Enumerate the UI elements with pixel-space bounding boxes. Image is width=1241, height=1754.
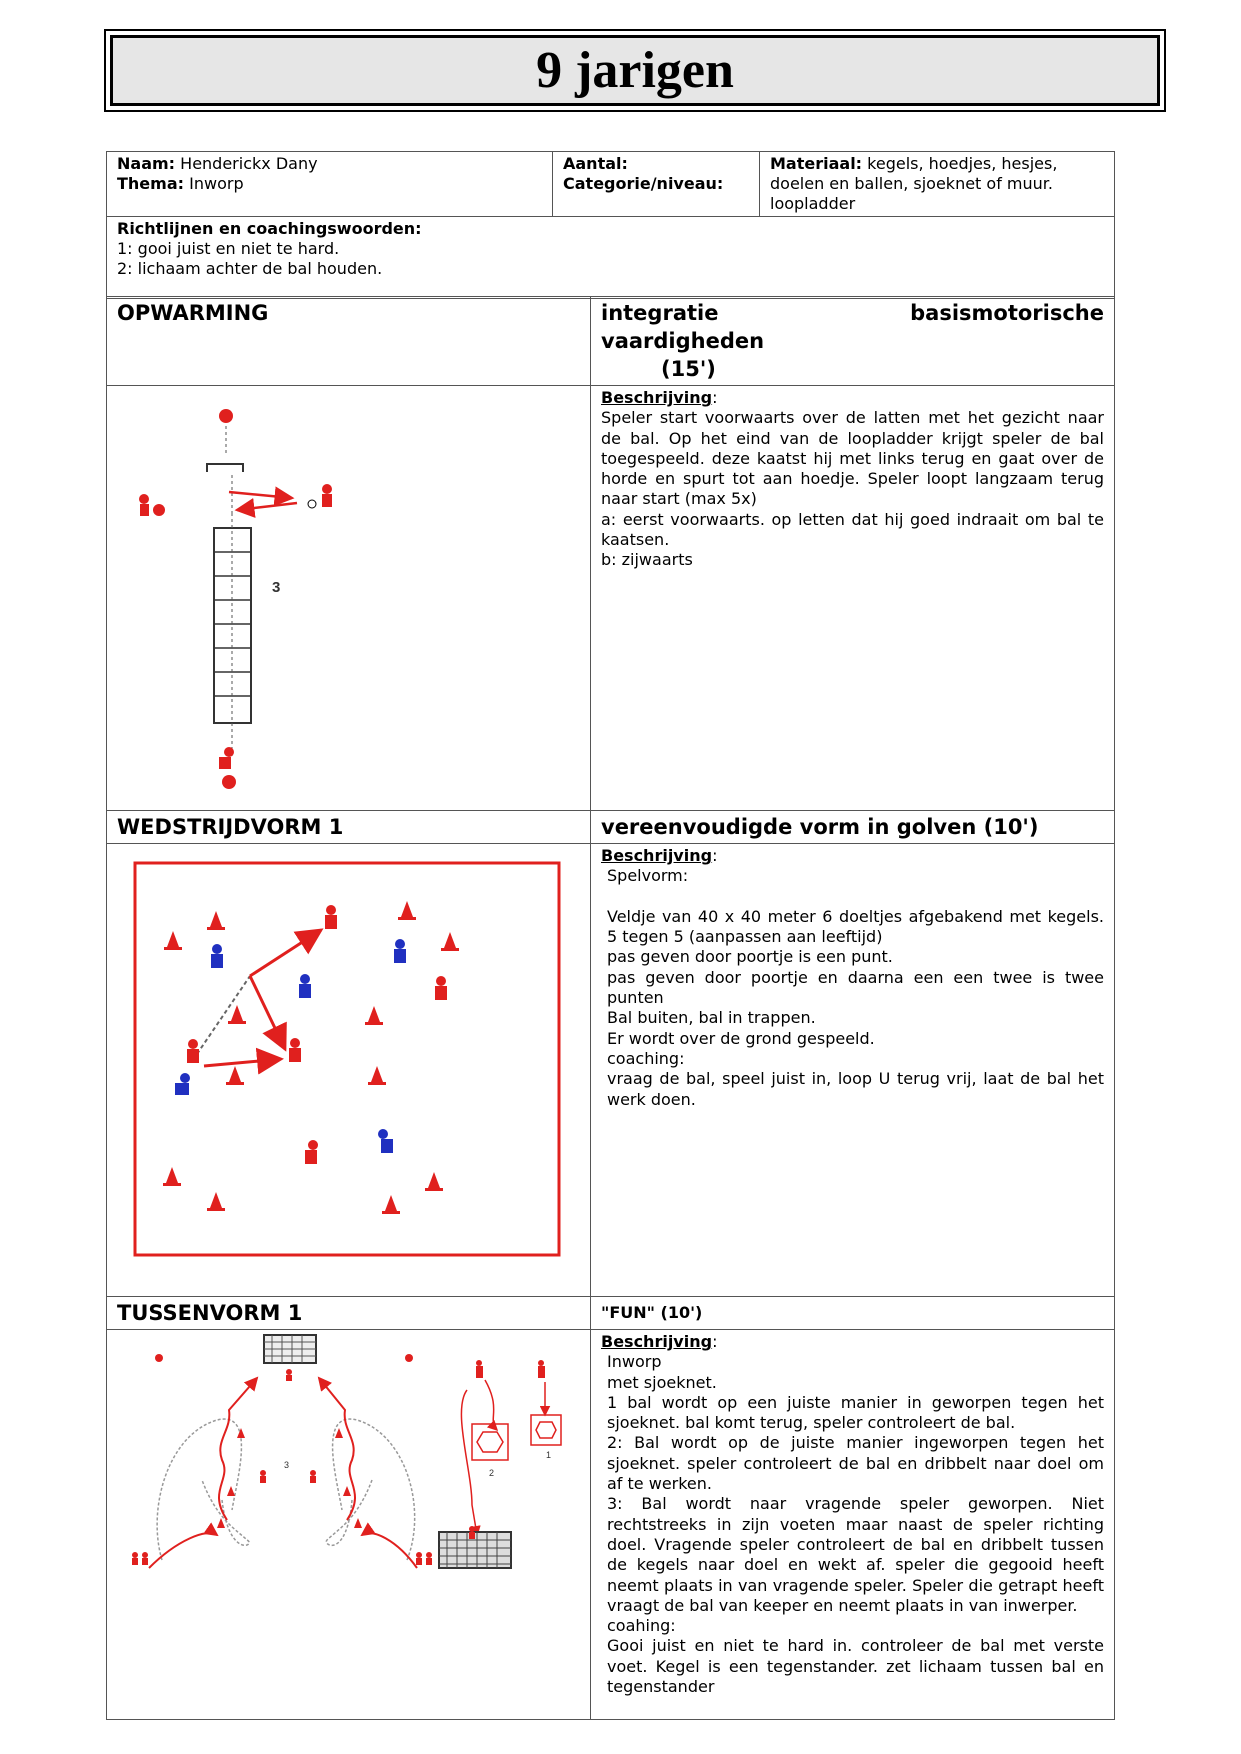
pass-arrow: [204, 1059, 281, 1066]
description-line: a: eerst voorwaarts. op letten dat hij goed indraait om bal te kaatsen.: [601, 509, 1104, 550]
materiaal-label: Materiaal:: [770, 154, 863, 173]
categorie-label: Categorie/niveau:: [563, 174, 724, 193]
description-line: Inworp: [607, 1352, 662, 1372]
description-tussenvorm: Beschrijving: Inworp met sjoeknet. 1 bal wordt op een juiste manier in geworpen tegen het sjoeknet. bal komt terug, speler controleert de bal. 2: Bal wordt op de juiste manier ingeworpen tegen het sjoeknet. speler controleert de bal en dribbelt naar doel om af te werken. 3: Bal wordt naar vragende speler geworpen. Niet rechtstreeks in zijn voeten maar naast de speler richting doel. Vragende speler controleert de bal en dribbelt tussen de kegels naar doel en wekt af. speler die gegooid heeft neemt plaats in van vragende speler. Speler die getrapt heeft vraagt de bal van keeper en neemt plaats in van inwerper. coahing: Gooi juist en niet te hard in. controleer de bal met verste voet. Kegel is een tegenstander. zet lichaam tussen bal en tegenstander: [591, 1330, 1115, 1720]
tussenvorm-diagram: [107, 1330, 591, 1719]
richtlijnen-label: Richtlijnen en coachingswoorden:: [117, 219, 422, 238]
run-path: [157, 1419, 241, 1560]
aantal-cell: [553, 152, 760, 217]
dribble-arrow: [219, 1378, 257, 1520]
player-red: [260, 1470, 266, 1483]
info-table: [106, 151, 1115, 299]
section-title: OPWARMING: [107, 297, 591, 386]
player-blue: [394, 939, 406, 963]
pass-arrow: [237, 503, 297, 510]
naam-label: Naam:: [117, 154, 176, 173]
cone-marker: [219, 409, 233, 423]
section-subtitle-text: integratie basismotorische vaardigheden: [601, 301, 1104, 353]
player-blue: [378, 1129, 393, 1153]
section-subtitle: [591, 297, 1115, 386]
sections-table: [106, 296, 1115, 1720]
player-red: [469, 1526, 475, 1539]
cone-marker: [405, 1354, 413, 1362]
diagram-label: 2: [489, 1468, 495, 1478]
page-title: 9 jarigen: [536, 42, 734, 99]
description-label: Beschrijving: [601, 388, 713, 407]
description-line: Speler start voorwaarts over de latten met het gezicht naar de bal. Op het eind van de loopladder krijgt speler de bal toegespeeld. deze kaatst hij met links terug en gaat over de horde en spurt tot aan hoedje. Speler loopt langzaam terug naar start (max 5x): [601, 408, 1104, 509]
hurdle: [207, 464, 243, 472]
diagram-label: 3: [284, 1460, 290, 1470]
description-line: 2: Bal wordt op de juiste manier ingeworpen tegen het sjoeknet. speler controleert de bal en dribbelt naar doel om af te werken.: [607, 1433, 1104, 1494]
run-path: [333, 1419, 415, 1560]
pass-arrow: [250, 930, 321, 976]
cone-marker: [155, 1354, 163, 1362]
description-line: pas geven door poortje is een punt.: [607, 947, 893, 967]
title-box: [110, 35, 1160, 106]
player-red: [142, 1552, 148, 1565]
description-line: vraag de bal, speel juist in, loop U terug vrij, laat de bal het werk doen.: [607, 1069, 1104, 1109]
player-red: [132, 1552, 138, 1565]
pass-arrow: [485, 1380, 497, 1430]
description-line: Veldje van 40 x 40 meter 6 doeltjes afgebakend met kegels. 5 tegen 5 (aanpassen aan leeftijd): [607, 906, 1104, 947]
description-opwarming: Beschrijving: Speler start voorwaarts over de latten met het gezicht naar de bal. Op het eind van de loopladder krijgt speler de bal toegespeeld. deze kaatst hij met links terug en gaat over de horde en spurt tot aan hoedje. Speler loopt langzaam terug naar start (max 5x) a: eerst voorwaarts. op letten dat hij goed indraait om bal te kaatsen. b: zijwaarts: [591, 386, 1115, 811]
wedstrijdvorm-diagram: [107, 844, 591, 1296]
goal: [264, 1335, 316, 1363]
thema-value: Inworp: [189, 174, 244, 193]
description-line: met sjoeknet.: [607, 1372, 717, 1392]
richtlijnen-cell: [107, 217, 1115, 299]
player-red: [308, 484, 332, 508]
materiaal-value: kegels, hoedjes, hesjes, doelen en ballen, sjoeknet of muur. loopladder: [770, 154, 1058, 213]
opwarming-diagram: [107, 386, 591, 810]
run-path: [197, 976, 250, 1054]
thema-label: Thema:: [117, 174, 185, 193]
section-title: TUSSENVORM 1: [107, 1297, 591, 1330]
description-line: Er wordt over de grond gespeeld.: [607, 1028, 875, 1048]
naam-thema-cell: [107, 152, 553, 217]
player-blue: [175, 1073, 190, 1095]
description-label: Beschrijving: [601, 1332, 713, 1351]
run-path: [326, 1480, 372, 1545]
description-line: pas geven door poortje en daarna een een twee is twee punten: [607, 967, 1104, 1008]
cones: [217, 1428, 362, 1528]
richtlijnen-item: 1: gooi juist en niet te hard.: [117, 239, 340, 258]
player-red: [426, 1552, 432, 1565]
player-red: [416, 1552, 422, 1565]
cones: [163, 901, 459, 1214]
pass-arrow: [229, 492, 292, 498]
pass-arrow: [250, 976, 285, 1049]
player-red: [286, 1369, 292, 1381]
diagram-tussenvorm: [107, 1330, 591, 1720]
player-red: [139, 494, 165, 516]
player-red: [435, 976, 447, 1000]
player-red: [305, 1140, 318, 1164]
description-wedstrijdvorm: Beschrijving: Spelvorm: Veldje van 40 x 40 meter 6 doeltjes afgebakend met kegels. 5 tegen 5 (aanpassen aan leeftijd) pas geven door poortje is een punt. pas geven door poortje en daarna een een twee is twee punten Bal buiten, bal in trappen. Er wordt over de grond gespeeld. coaching: vraag de bal, speel juist in, loop U terug vrij, laat de bal het werk doen.: [591, 844, 1115, 1297]
aantal-label: Aantal:: [563, 154, 628, 173]
description-line: Gooi juist en niet te hard in. controleer de bal met verste voet. Kegel is een tegenstander. zet lichaam tussen bal en tegenstander: [607, 1636, 1104, 1697]
description-line: 3: Bal wordt naar vragende speler geworpen. Niet rechtstreeks in zijn voeten maar naast de speler richting doel. Vragende speler controleert de bal en dribbelt tussen de kegels naar doel en wekt af. speler die gegooid heeft neemt plaats in van vragende speler. Speler die getrapt heeft vraagt de bal van keeper en neemt plaats in van inwerper.: [607, 1494, 1104, 1615]
materiaal-cell: [760, 152, 1115, 217]
diagram-label: 1: [546, 1450, 552, 1460]
description-line: coahing:: [607, 1616, 676, 1636]
pass-arrow: [149, 1533, 217, 1568]
player-red: [325, 905, 337, 929]
player-red: [289, 1038, 301, 1062]
player-red: [538, 1360, 545, 1378]
diagram-wedstrijdvorm: [107, 844, 591, 1297]
description-line: Bal buiten, bal in trappen.: [607, 1008, 816, 1028]
section-subtitle: vereenvoudigde vorm in golven (10'): [591, 811, 1115, 844]
section-subtitle: "FUN" (10'): [591, 1297, 1115, 1330]
description-line: coaching:: [607, 1048, 685, 1068]
sjoeknet: [536, 1422, 556, 1438]
player-blue: [299, 974, 311, 998]
description-line: b: zijwaarts: [601, 550, 693, 570]
description-line: Spelvorm:: [607, 866, 689, 886]
description-line: 1 bal wordt op een juiste manier in geworpen tegen het sjoeknet. bal komt terug, speler controleert de bal.: [607, 1392, 1104, 1433]
description-label: Beschrijving: [601, 846, 713, 865]
player-red: [187, 1039, 199, 1063]
dribble-arrow: [319, 1378, 355, 1520]
player-red: [219, 747, 236, 789]
player-blue: [211, 944, 223, 968]
richtlijnen-item: 2: lichaam achter de bal houden.: [117, 259, 383, 278]
sjoeknet: [477, 1432, 503, 1452]
title-frame: [104, 29, 1166, 112]
section-title: WEDSTRIJDVORM 1: [107, 811, 591, 844]
diagram-label: 3: [272, 579, 281, 596]
pass-arrow: [362, 1533, 417, 1568]
dribble-arrow: [461, 1390, 477, 1535]
player-red: [476, 1360, 483, 1378]
run-path: [202, 1480, 249, 1545]
naam-value: Henderickx Dany: [180, 154, 318, 173]
player-red: [310, 1470, 316, 1483]
section-duration: (15'): [661, 357, 716, 381]
diagram-opwarming: [107, 386, 591, 811]
